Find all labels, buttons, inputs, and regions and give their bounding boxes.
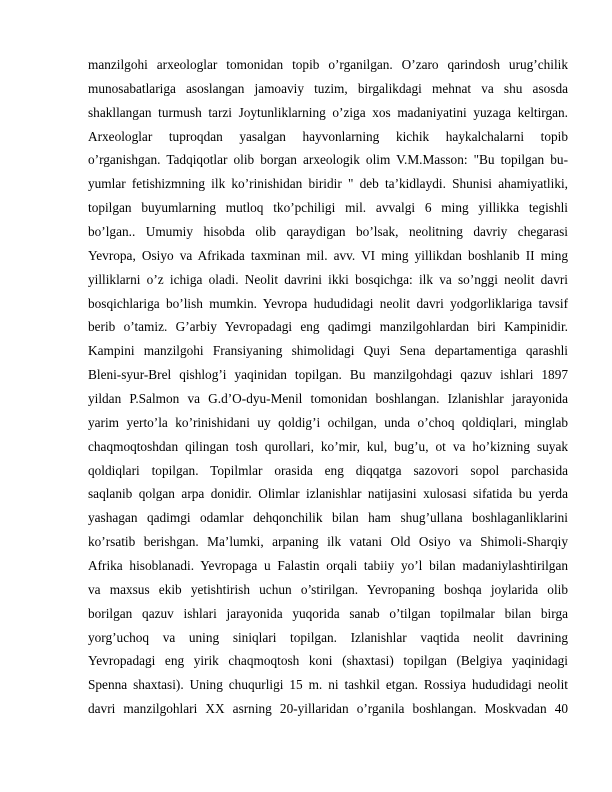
text-line: topilgan buyumlarning mutloq tko’pchiligi mil. avvalgi 6 ming yillikka tegishli [88, 200, 568, 216]
text-line: ko’rsatib berishgan. Ma’lumki, arpaning ilk vatani Old Osiyo va Shimoli-Sharqiy [88, 534, 568, 550]
text-line: qoldiqlari topilgan. Topilmlar orasida eng diqqatga sazovori sopol parchasida [88, 462, 568, 478]
text-line: o’rganishgan. Tadqiqotlar olib borgan arxeologik olim V.M.Masson: "Bu topilgan bu- [88, 152, 568, 168]
text-line: Kampini manzilgohi Fransiyaning shimolidagi Quyi Sena departamentiga qarashli [88, 343, 568, 359]
text-line: Yevropadagi eng yirik chaqmoqtosh koni (shaxtasi) topilgan (Belgiya yaqinidagi [88, 653, 568, 669]
text-line: borilgan qazuv ishlari jarayonida yuqorida sanab o’tilgan topilmalar bilan birga [88, 605, 568, 621]
text-line: Arxeologlar tuproqdan yasalgan hayvonlarning kichik haykalchalarni topib [88, 128, 568, 144]
text-line: Bleni-syur-Brel qishlog’i yaqinidan topilgan. Bu manzilgohdagi qazuv ishlari 1897 [88, 367, 568, 383]
text-line: Afrika hisoblanadi. Yevropaga u Falastin orqali tabiiy yo’l bilan madaniylashtirilgan [88, 558, 568, 574]
text-line: yildan P.Salmon va G.d’O-dyu-Menil tomonidan boshlangan. Izlanishlar jarayonida [88, 391, 568, 407]
text-line: yashagan qadimgi odamlar dehqonchilik bilan ham shug’ullana boshlaganliklarini [88, 510, 568, 526]
text-line: chaqmoqtoshdan qilingan tosh qurollari, ko’mir, kul, bug’u, ot va ho’kizning suyak [88, 438, 568, 454]
text-line: yumlar fetishizmning ilk ko’rinishidan biridir " deb ta’kidlaydi. Shunisi ahamiyatliki, [88, 176, 568, 192]
text-line: saqlanib qolgan arpa donidir. Olimlar izlanishlar natijasini xulosasi sifatida bu yerda [88, 486, 568, 502]
text-line: bosqichlariga bo’lish mumkin. Yevropa hududidagi neolit davri yodgorliklariga tavsif [88, 295, 568, 311]
body-text [88, 53, 568, 721]
text-line: bo’lgan.. Umumiy hisobda olib qaraydigan bo’lsak, neolitning davriy chegarasi [88, 224, 568, 240]
text-line: yarim yerto’la ko’rinishidani uy qoldig’i ochilgan, unda o’choq qoldiqlari, minglab [88, 414, 568, 430]
text-line: shakllangan turmush tarzi Joytunliklarning o’ziga xos madaniyatini yuzaga keltirgan. [88, 104, 568, 120]
text-line: berib o’tamiz. G’arbiy Yevropadagi eng qadimgi manzilgohlardan biri Kampinidir. [88, 319, 568, 335]
text-line: yilliklarni o’z ichiga oladi. Neolit davrini ikki bosqichga: ilk va so’nggi neolit davri [88, 271, 568, 287]
text-line: manzilgohi arxeologlar tomonidan topib o’rganilgan. O’zaro qarindosh urug’chilik [88, 57, 568, 72]
text-line: va maxsus ekib yetishtirish uchun o’stirilgan. Yevropaning boshqa joylarida olib [88, 581, 568, 597]
text-line: munosabatlariga asoslangan jamoaviy tuzim, birgalikdagi mehnat va shu asosda [88, 80, 568, 96]
text-line: Spenna shaxtasi). Uning chuqurligi 15 m. ni tashkil etgan. Rossiya hududidagi neolit [88, 677, 568, 693]
text-line: yorg’uchoq va uning siniqlari topilgan. Izlanishlar vaqtida neolit davrining [88, 629, 568, 645]
text-line: davri manzilgohlari XX asrning 20-yillaridan o’rganila boshlangan. Moskvadan 40 [88, 701, 568, 717]
text-line: Yevropa, Osiyo va Afrikada taxminan mil. avv. VI ming yillikdan boshlanib II ming [88, 247, 568, 263]
